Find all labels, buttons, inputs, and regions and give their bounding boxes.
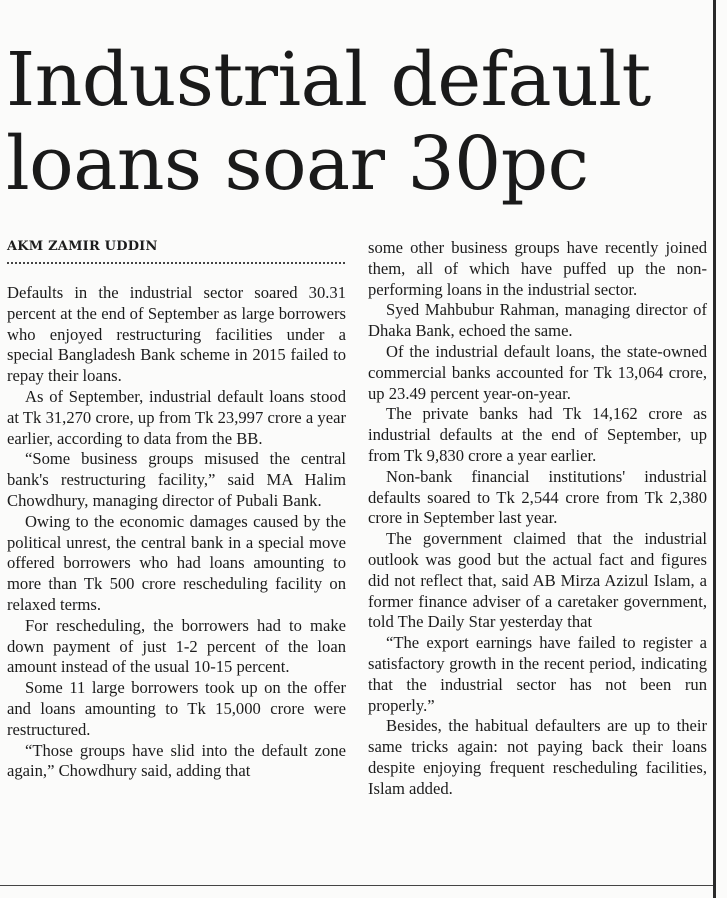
paragraph: some other business groups have recently joined them, all of which have puffed up the non-performing loans in the industrial sector.: [368, 238, 707, 299]
paragraph: For rescheduling, the borrowers had to make down payment of just 1-2 percent of the loan amount instead of the usual 10-15 percent.: [7, 615, 346, 677]
paragraph: Besides, the habitual defaulters are up to their same tricks again: not paying back their loans despite enjoying frequent rescheduling facilities, Islam added.: [368, 716, 707, 798]
article-column-1: [7, 283, 346, 782]
bottom-rule: [0, 885, 713, 886]
headline: [6, 38, 711, 206]
byline-divider: [7, 262, 345, 266]
paragraph: “Those groups have slid into the default zone again,” Chowdhury said, adding that: [7, 740, 346, 781]
paragraph: Syed Mahbubur Rahman, managing director of Dhaka Bank, echoed the same.: [368, 300, 707, 341]
column-rule: [713, 0, 716, 898]
headline-line-2: loans soar 30pc: [6, 121, 589, 207]
byline: AKM ZAMIR UDDIN: [7, 239, 158, 254]
paragraph: “The export earnings have failed to register a satisfactory growth in the recent period, indicating that the industrial sector has not been run properly.”: [368, 633, 707, 715]
paragraph: Of the industrial default loans, the state-owned commercial banks accounted for Tk 13,064 crore, up 23.49 percent year-on-year.: [368, 341, 707, 403]
article-column-2: [368, 238, 707, 800]
paragraph: Owing to the economic damages caused by the political unrest, the central bank in a special move offered borrowers who had loans amounting to more than Tk 500 crore rescheduling facility on relaxed terms.: [7, 511, 346, 614]
paragraph: The government claimed that the industrial outlook was good but the actual fact and figures did not reflect that, said AB Mirza Azizul Islam, a former finance adviser of a caretaker government, told The Daily Star yesterday that: [368, 529, 707, 632]
paragraph: As of September, industrial default loans stood at Tk 31,270 crore, up from Tk 23,997 crore a year earlier, according to data from the BB.: [7, 386, 346, 448]
paragraph: The private banks had Tk 14,162 crore as industrial defaults at the end of September, up from Tk 9,830 crore a year earlier.: [368, 404, 707, 465]
headline-line-1: Industrial default: [6, 37, 651, 123]
paragraph: “Some business groups misused the central bank's restructuring facility,” said MA Halim Chowdhury, managing director of Pubali Bank.: [7, 449, 346, 510]
paragraph: Defaults in the industrial sector soared 30.31 percent at the end of September as large borrowers who enjoyed restructuring facilities under a special Bangladesh Bank scheme in 2015 failed to repay their loans.: [7, 283, 346, 386]
paragraph: Non-bank financial institutions' industrial defaults soared to Tk 2,544 crore from Tk 2,380 crore in September last year.: [368, 466, 707, 528]
paragraph: Some 11 large borrowers took up on the offer and loans amounting to Tk 15,000 crore were restructured.: [7, 678, 346, 739]
